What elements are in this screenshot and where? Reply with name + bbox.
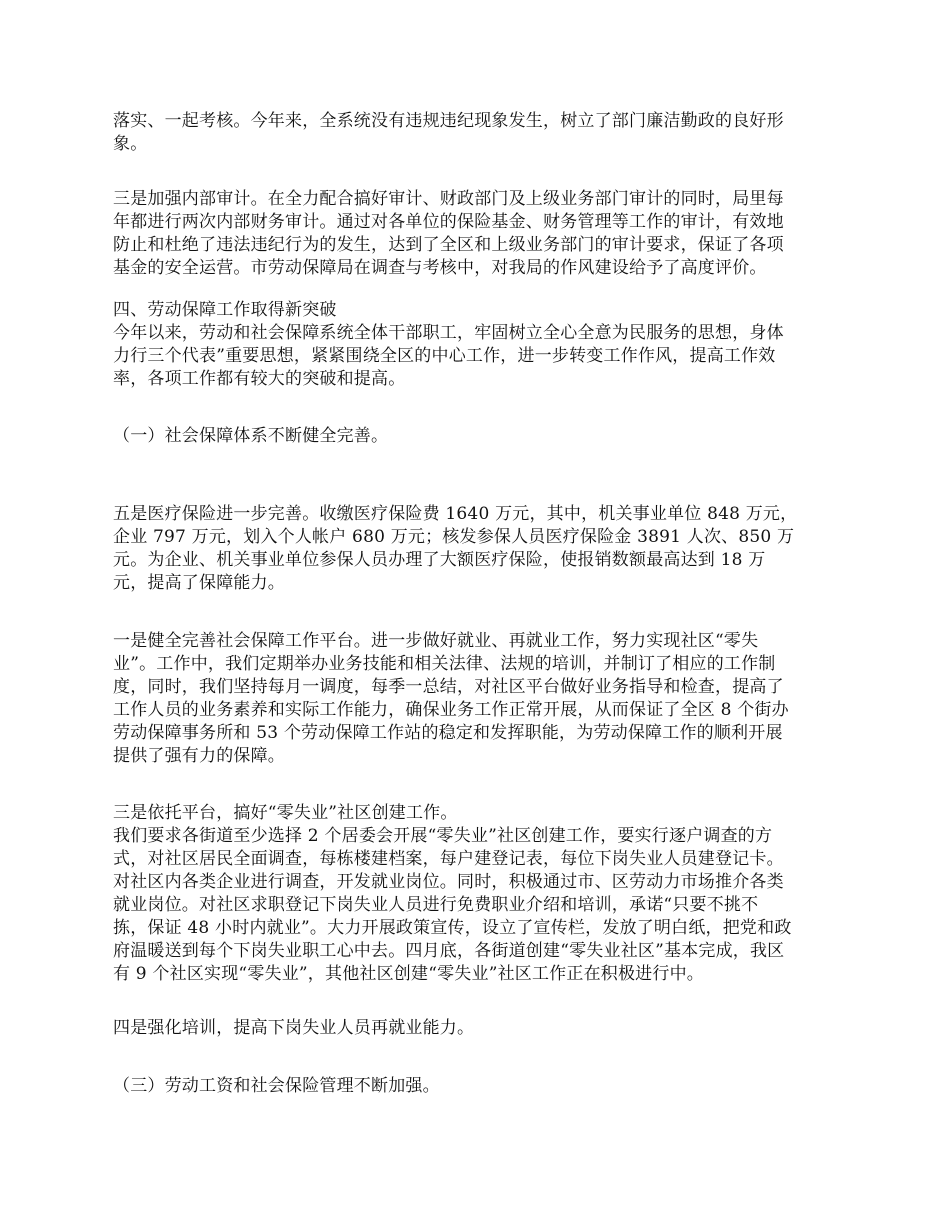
text-line: 四是强化培训，提高下岗失业人员再就业能力。 <box>113 1018 475 1038</box>
paragraph-training <box>113 1017 843 1040</box>
text-line: 今年以来，劳动和社会保障系统全体干部职工，牢固树立全心全意为民服务的思想，身体 <box>113 323 784 343</box>
text-line: 防止和杜绝了违法违纪行为的发生，达到了全区和上级业务部门的审计要求，保证了各项 <box>113 235 784 255</box>
text-line: 我们要求各街道至少选择 2 个居委会开展“零失业”社区创建工作，要实行逐户调查的方 <box>113 826 773 846</box>
subsection-heading: （三）劳动工资和社会保险管理不断加强。 <box>113 1076 440 1096</box>
text-line: 落实、一起考核。今年来，全系统没有违规违纪现象发生，树立了部门廉洁勤政的良好形 <box>113 111 784 131</box>
text-line: 基金的安全运营。市劳动保障局在调查与考核中，对我局的作风建设给予了高度评价。 <box>113 258 767 278</box>
text-line: 拣，保证 48 小时内就业”。大力开展政策宣传，设立了宣传栏，发放了明白纸，把党和政 <box>113 918 792 938</box>
text-line: 就业岗位。对社区求职登记下岗失业人员进行免费职业介绍和培训，承诺“只要不挑不 <box>113 895 759 915</box>
text-line: 府温暖送到每个下岗失业职工心中去。四月底，各街道创建“零失业社区”基本完成，我区 <box>113 941 785 961</box>
text-line: 对社区内各类企业进行调查，开发就业岗位。同时，积极通过市、区劳动力市场推介各类 <box>113 872 784 892</box>
text-line: 三是加强内部审计。在全力配合搞好审计、财政部门及上级业务部门审计的同时，局里每 <box>113 189 784 209</box>
text-line: 劳动保障事务所和 53 个劳动保障工作站的稳定和发挥职能，为劳动保障工作的顺利开展 <box>113 723 783 743</box>
paragraph-medical-insurance <box>113 503 843 595</box>
section-heading: 四、劳动保障工作取得新突破 <box>113 300 337 320</box>
text-line: 企业 797 万元，划入个人帐户 680 万元；核发参保人员医疗保险金 3891 人次、850 万 <box>113 527 795 547</box>
text-line: 元。为企业、机关事业单位参保人员办理了大额医疗保险，使报销数额最高达到 18 万 <box>113 550 766 570</box>
text-line: 有 9 个社区实现“零失业”，其他社区创建“零失业”社区工作正在积极进行中。 <box>113 964 704 984</box>
text-line: 提供了强有力的保障。 <box>113 746 285 766</box>
text-line: 元，提高了保障能力。 <box>113 573 285 593</box>
text-line: 象。 <box>113 134 148 154</box>
paragraph-section-four <box>113 299 843 391</box>
text-line: 度，同时，我们坚持每月一调度，每季一总结，对社区平台做好业务指导和检查，提高了 <box>113 677 784 697</box>
paragraph-subheading-three <box>113 1075 843 1098</box>
text-line: 五是医疗保险进一步完善。收缴医疗保险费 1640 万元，其中，机关事业单位 848 万元， <box>113 504 798 524</box>
text-line: 一是健全完善社会保障工作平台。进一步做好就业、再就业工作，努力实现社区“零失 <box>113 631 759 651</box>
text-line: 式，对社区居民全面调查，每栋楼建档案，每户建登记表，每位下岗失业人员建登记卡。 <box>113 849 784 869</box>
text-line: 力行三个代表”重要思想，紧紧围绕全区的中心工作，进一步转变工作作风，提高工作效 <box>113 346 776 366</box>
paragraph-integrity <box>113 110 843 156</box>
text-line: 业”。工作中，我们定期举办业务技能和相关法律、法规的培训，并制订了相应的工作制 <box>113 654 776 674</box>
text-line: 工作人员的业务素养和实际工作能力，确保业务工作正常开展，从而保证了全区 8 个街办 <box>113 700 789 720</box>
text-line: 三是依托平台，搞好“零失业”社区创建工作。 <box>113 803 458 823</box>
paragraph-internal-audit <box>113 188 843 280</box>
text-line: 率，各项工作都有较大的突破和提高。 <box>113 369 406 389</box>
subsection-heading: （一）社会保障体系不断健全完善。 <box>113 426 389 446</box>
paragraph-zero-unemployment <box>113 802 843 986</box>
paragraph-subheading-one <box>113 425 843 448</box>
paragraph-social-security-platform <box>113 630 843 768</box>
text-line: 年都进行两次内部财务审计。通过对各单位的保险基金、财务管理等工作的审计，有效地 <box>113 212 784 232</box>
